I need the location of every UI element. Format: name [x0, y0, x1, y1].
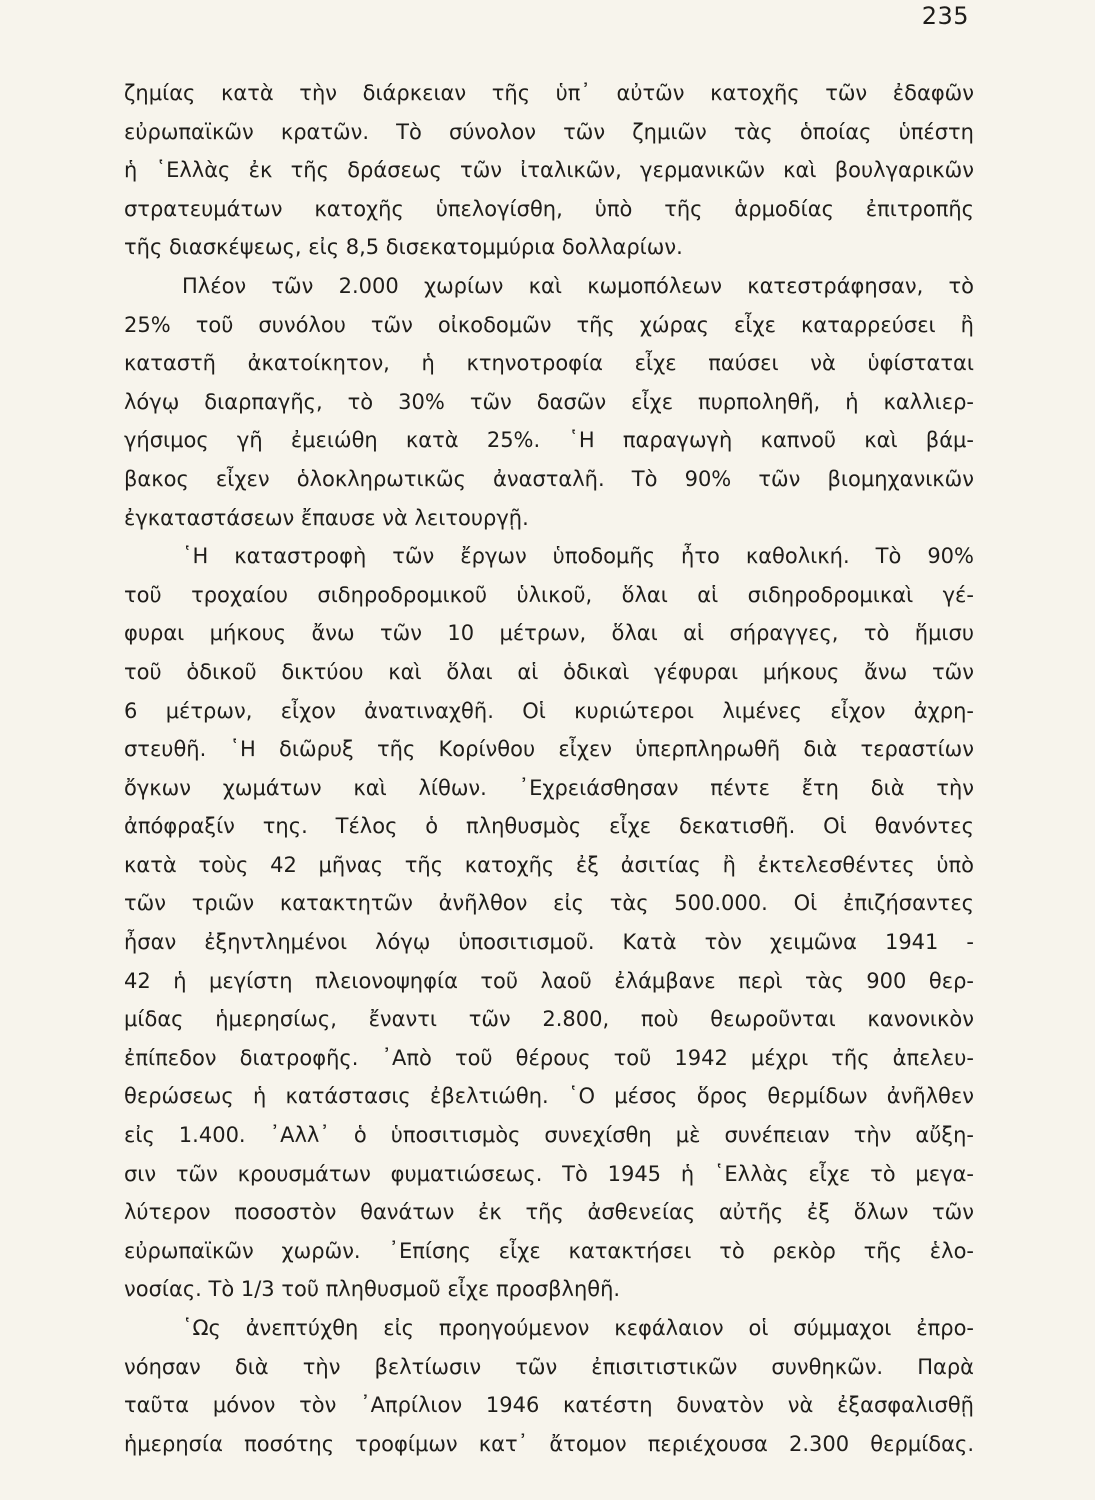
text-line: 42 ἡ μεγίστη πλειονοψηφία τοῦ λαοῦ ἐλάμβανε περὶ τὰς 900 θερ-: [124, 968, 974, 993]
text-line: ἐπίπεδον διατροφῆς. ᾽Απὸ τοῦ θέρους τοῦ 1942 μέχρι τῆς ἀπελευ-: [124, 1045, 974, 1070]
text-line: τῆς διασκέψεως, εἰς 8,5 δισεκατομμύρια δολλαρίων.: [124, 235, 683, 260]
text-line: ἦσαν ἐξηντλημένοι λόγῳ ὑποσιτισμοῦ. Κατὰ τὸν χειμῶνα 1941 -: [124, 930, 974, 955]
text-line: νοσίας. Τὸ 1/3 τοῦ πληθυσμοῦ εἶχε προσβληθῆ.: [124, 1277, 621, 1302]
text-line: εἰς 1.400. ᾽Αλλ᾽ ὁ ὑποσιτισμὸς συνεχίσθη μὲ συνέπειαν τὴν αὔξη-: [124, 1123, 974, 1148]
text-line: ταῦτα μόνον τὸν ᾽Απρίλιον 1946 κατέστη δυνατὸν νὰ ἐξασφαλισθῇ: [124, 1393, 974, 1418]
text-line: τοῦ τροχαίου σιδηροδρομικοῦ ὑλικοῦ, ὅλαι αἱ σιδηροδρομικαὶ γέ-: [124, 582, 974, 607]
text-line: μίδας ἡμερησίως, ἔναντι τῶν 2.800, ποὺ θεωροῦνται κανονικὸν: [124, 1007, 974, 1032]
text-line: τοῦ ὁδικοῦ δικτύου καὶ ὅλαι αἱ ὁδικαὶ γέφυραι μήκους ἄνω τῶν: [124, 659, 974, 684]
text-line: νόησαν διὰ τὴν βελτίωσιν τῶν ἐπισιτιστικῶν συνθηκῶν. Παρὰ: [124, 1354, 974, 1379]
text-line: εὐρωπαϊκῶν χωρῶν. ᾽Επίσης εἶχε κατακτήσει τὸ ρεκὸρ τῆς ἑλο-: [124, 1238, 974, 1263]
text-line: γήσιμος γῆ ἐμειώθη κατὰ 25%. ῾Η παραγωγὴ καπνοῦ καὶ βάμ-: [124, 428, 974, 453]
text-line: ἡ ῾Ελλὰς ἐκ τῆς δράσεως τῶν ἰταλικῶν, γερμανικῶν καὶ βουλγαρικῶν: [124, 158, 974, 183]
text-line: κατὰ τοὺς 42 μῆνας τῆς κατοχῆς ἐξ ἀσιτίας ἢ ἐκτελεσθέντες ὑπὸ: [124, 852, 974, 877]
text-line: βακος εἶχεν ὁλοκληρωτικῶς ἀνασταλῆ. Τὸ 90% τῶν βιομηχανικῶν: [124, 466, 974, 491]
text-line: ῾Ως ἀνεπτύχθη εἰς προηγούμενον κεφάλαιον οἱ σύμμαχοι ἐπρο-: [182, 1316, 974, 1340]
text-line: ῾Η καταστροφὴ τῶν ἔργων ὑποδομῆς ἦτο καθολική. Τὸ 90%: [182, 544, 974, 569]
text-line: ἡμερησία ποσότης τροφίμων κατ᾽ ἄτομον περιέχουσα 2.300 θερμίδας.: [124, 1431, 974, 1456]
text-line: εὐρωπαϊκῶν κρατῶν. Τὸ σύνολον τῶν ζημιῶν τὰς ὁποίας ὑπέστη: [124, 119, 974, 144]
text-line: φυραι μήκους ἄνω τῶν 10 μέτρων, ὅλαι αἱ σήραγγες, τὸ ἥμισυ: [124, 621, 974, 646]
text-line: 25% τοῦ συνόλου τῶν οἰκοδομῶν τῆς χώρας εἶχε καταρρεύσει ἢ: [124, 312, 974, 337]
text-line: θερώσεως ἡ κατάστασις ἐβελτιώθη. ῾Ο μέσος ὅρος θερμίδων ἀνῆλθεν: [124, 1084, 974, 1109]
text-line: ἀπόφραξίν της. Τέλος ὁ πληθυσμὸς εἶχε δεκατισθῆ. Οἱ θανόντες: [124, 814, 974, 839]
text-line: λόγῳ διαρπαγῆς, τὸ 30% τῶν δασῶν εἶχε πυρποληθῆ, ἡ καλλιερ-: [124, 389, 974, 414]
text-line: καταστῆ ἀκατοίκητον, ἡ κτηνοτροφία εἶχε παύσει νὰ ὑφίσταται: [124, 351, 974, 376]
text-line: ἐγκαταστάσεων ἔπαυσε νὰ λειτουργῇ.: [124, 505, 529, 530]
text-line: 6 μέτρων, εἶχον ἀνατιναχθῆ. Οἱ κυριώτεροι λιμένες εἶχον ἀχρη-: [124, 698, 974, 723]
text-line: Πλέον τῶν 2.000 χωρίων καὶ κωμοπόλεων κατεστράφησαν, τὸ: [182, 273, 974, 298]
text-line: στρατευμάτων κατοχῆς ὑπελογίσθη, ὑπὸ τῆς ἁρμοδίας ἐπιτροπῆς: [124, 196, 974, 221]
text-line: ὄγκων χωμάτων καὶ λίθων. ᾽Εχρειάσθησαν πέντε ἔτη διὰ τὴν: [124, 775, 974, 800]
text-line: τῶν τριῶν κατακτητῶν ἀνῆλθον εἰς τὰς 500.000. Οἱ ἐπιζήσαντες: [124, 891, 974, 916]
text-line: ζημίας κατὰ τὴν διάρκειαν τῆς ὑπ᾽ αὐτῶν κατοχῆς τῶν ἐδαφῶν: [124, 81, 974, 105]
body-text: [124, 74, 974, 1463]
text-line: σιν τῶν κρουσμάτων φυματιώσεως. Τὸ 1945 ἡ ῾Ελλὰς εἶχε τὸ μεγα-: [124, 1161, 974, 1186]
text-line: στευθῆ. ῾Η διῶρυξ τῆς Κορίνθου εἶχεν ὑπερπληρωθῆ διὰ τεραστίων: [124, 737, 974, 762]
page-number: 235: [921, 2, 969, 30]
text-line: λύτερον ποσοστὸν θανάτων ἐκ τῆς ἀσθενείας αὐτῆς ἐξ ὅλων τῶν: [124, 1200, 974, 1225]
